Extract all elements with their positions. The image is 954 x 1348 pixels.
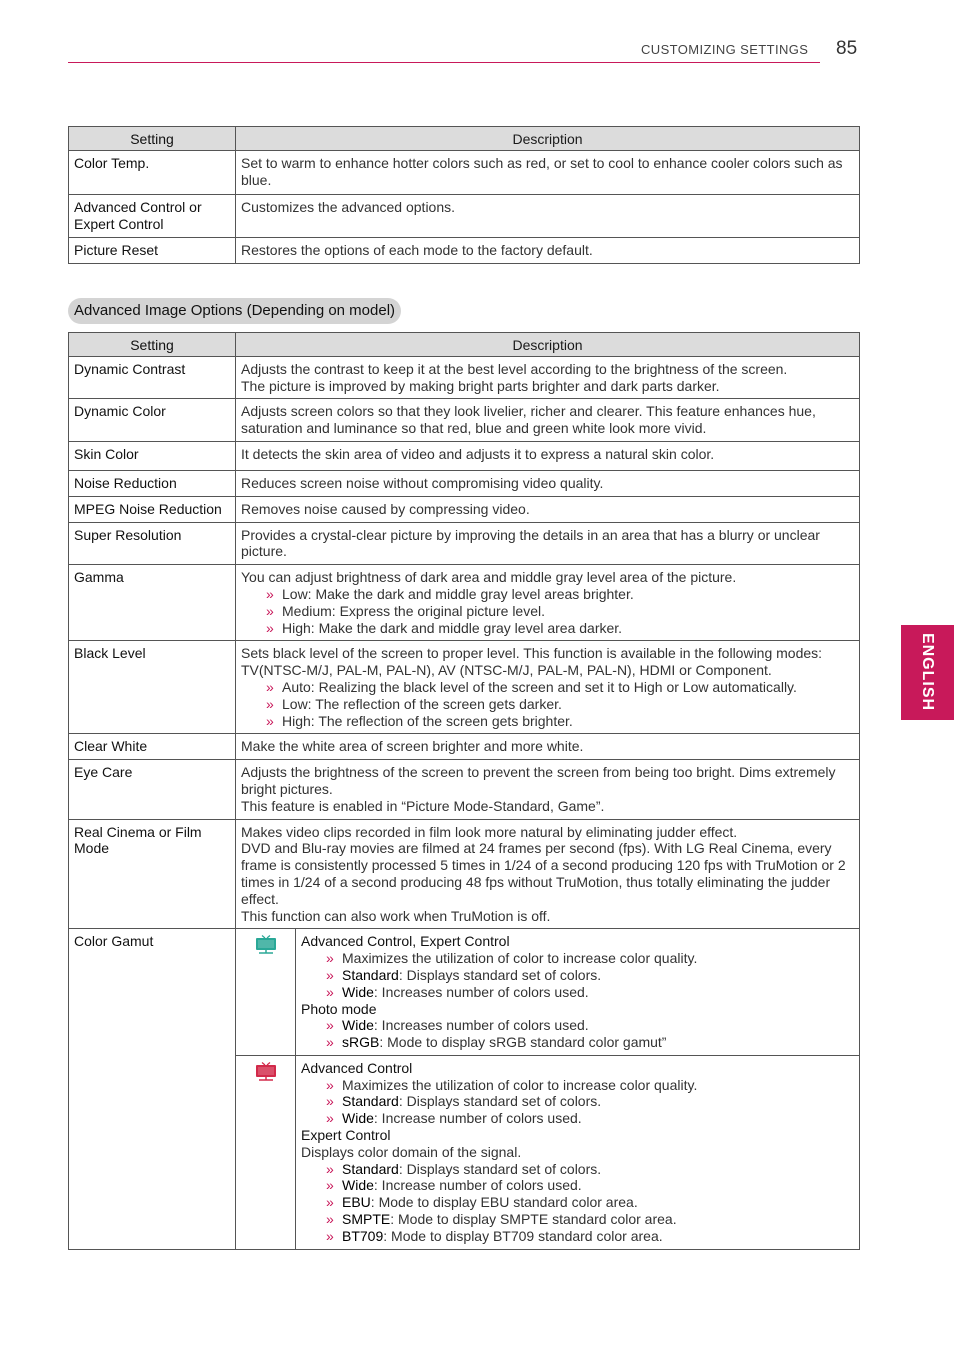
setting-name: Gamma xyxy=(69,565,236,641)
color-gamut-subtable xyxy=(236,929,859,1248)
table-header-row xyxy=(69,333,860,357)
bullet-icon: » xyxy=(326,1160,334,1177)
bullet-icon: » xyxy=(326,1194,334,1211)
bullet-term: Wide xyxy=(342,1177,374,1194)
bullet-icon: » xyxy=(266,585,274,602)
bullet-text: : Displays standard set of colors. xyxy=(398,1160,602,1177)
bullet-icon: » xyxy=(266,602,274,619)
table-row xyxy=(69,565,860,641)
bullet-item xyxy=(301,950,854,967)
setting-description: Adjusts screen colors so that they look livelier, richer and clearer. This feature enhances hue, saturation and luminance so that red, blue and green white look more vivid. xyxy=(236,399,860,442)
desc-line: Sets black level of the screen to proper level. This function is available in the following modes: TV(NTSC-M/J, PAL-M, PAL-N), AV (NTSC-M/J, PAL-M, PAL-N), HDMI or Component. xyxy=(241,645,823,679)
bullet-icon: » xyxy=(326,983,334,1000)
setting-name: Dynamic Contrast xyxy=(69,356,236,399)
setting-description: Customizes the advanced options. xyxy=(236,194,860,237)
header-divider xyxy=(68,62,820,63)
setting-description: It detects the skin area of video and adjusts it to express a natural skin color. xyxy=(236,441,860,470)
subheading: Advanced Control xyxy=(301,1059,413,1076)
bullet-item xyxy=(301,984,854,1001)
setting-name: Skin Color xyxy=(69,441,236,470)
bullet-icon: » xyxy=(326,1076,334,1093)
bullet-text: : Increases number of colors used. xyxy=(373,1017,589,1034)
bullet-term: EBU xyxy=(342,1194,371,1211)
table-row xyxy=(69,641,860,734)
header-setting: Setting xyxy=(69,333,236,357)
bullet-text: : Increase number of colors used. xyxy=(373,1177,582,1194)
setting-name: MPEG Noise Reduction xyxy=(69,496,236,522)
lcd-tv-icon xyxy=(255,1062,277,1082)
table-row xyxy=(69,194,860,237)
header-setting: Setting xyxy=(69,127,236,151)
language-tab-label: ENGLISH xyxy=(919,632,936,712)
setting-name: Black Level xyxy=(69,641,236,734)
table-row xyxy=(69,929,860,1249)
bullet-item xyxy=(241,696,854,713)
section-header: CUSTOMIZING SETTINGS xyxy=(641,42,809,57)
desc-line: This function can also work when TruMotion is off. xyxy=(241,907,551,924)
table-row xyxy=(69,496,860,522)
bullet-text: : Increases number of colors used. xyxy=(373,983,589,1000)
subheading: Advanced Control, Expert Control xyxy=(301,933,510,950)
setting-description xyxy=(236,760,860,819)
bullet-text: Medium: Express the original picture level. xyxy=(282,602,546,619)
setting-description: Removes noise caused by compressing video. xyxy=(236,496,860,522)
table-row xyxy=(69,734,860,760)
lcd-row xyxy=(236,1055,859,1248)
bullet-text: High: The reflection of the screen gets brighter. xyxy=(282,712,573,729)
bullet-item xyxy=(301,967,854,984)
bullet-icon: » xyxy=(326,1227,334,1244)
bullet-item xyxy=(301,1110,854,1127)
desc-line: Adjusts the contrast to keep it at the best level according to the brightness of the screen. xyxy=(241,360,788,377)
bullet-text: Low: Make the dark and middle gray level areas brighter. xyxy=(282,585,634,602)
bullet-item xyxy=(301,1194,854,1211)
bullet-text: : Displays standard set of colors. xyxy=(398,966,602,983)
table-row xyxy=(69,237,860,263)
lcd-description xyxy=(296,1055,860,1248)
desc-line: Makes video clips recorded in film look more natural by eliminating judder effect. xyxy=(241,823,738,840)
setting-name: Noise Reduction xyxy=(69,470,236,496)
bullet-item xyxy=(301,1211,854,1228)
bullet-item xyxy=(241,620,854,637)
header-description: Description xyxy=(236,127,860,151)
setting-name: Color Temp. xyxy=(69,150,236,194)
bullet-term: Wide xyxy=(342,1017,374,1034)
bullet-text: Maximizes the utilization of color to increase color quality. xyxy=(342,950,698,967)
setting-description xyxy=(236,356,860,399)
table-row xyxy=(69,760,860,819)
bullet-term: Wide xyxy=(342,983,374,1000)
bullet-text: : Mode to display EBU standard color area. xyxy=(370,1194,638,1211)
bullet-term: sRGB xyxy=(342,1034,380,1051)
subheading: Expert Control xyxy=(301,1127,391,1144)
desc-line: DVD and Blu-ray movies are filmed at 24 frames per second (fps). With LG Real Cinema, every frame is consistently processed 5 times in 1/24 of a second producing 120 fps with TruMotion or 2 times in 1/24 of a second producing 48 fps without TruMotion, thus totally eliminating the judder effect. xyxy=(241,840,846,907)
bullet-term: SMPTE xyxy=(342,1211,391,1228)
table-row xyxy=(69,399,860,442)
advanced-options-table xyxy=(68,332,860,1250)
bullet-text: High: Make the dark and middle gray level area darker. xyxy=(282,619,623,636)
lcd-icon-cell xyxy=(236,1055,296,1248)
setting-description xyxy=(236,819,860,929)
setting-description: Provides a crystal-clear picture by improving the details in an area that has a blurry or unclear picture. xyxy=(236,522,860,565)
setting-description: Make the white area of screen brighter and more white. xyxy=(236,734,860,760)
bullet-icon: » xyxy=(326,1177,334,1194)
section-title: Advanced Image Options (Depending on model) xyxy=(68,298,401,324)
bullet-icon: » xyxy=(266,712,274,729)
table-row xyxy=(69,441,860,470)
bullet-term: BT709 xyxy=(342,1227,384,1244)
setting-name: Clear White xyxy=(69,734,236,760)
setting-name: Eye Care xyxy=(69,760,236,819)
header-description: Description xyxy=(236,333,860,357)
desc-line: Displays color domain of the signal. xyxy=(301,1143,522,1160)
plasma-tv-icon xyxy=(255,935,277,955)
table-header-row xyxy=(69,127,860,151)
bullet-text: : Mode to display sRGB standard color gamut” xyxy=(379,1034,667,1051)
setting-description: Reduces screen noise without compromising video quality. xyxy=(236,470,860,496)
language-tab xyxy=(901,625,954,720)
bullet-icon: » xyxy=(326,950,334,967)
setting-name: Real Cinema or Film Mode xyxy=(69,819,236,929)
setting-name: Picture Reset xyxy=(69,237,236,263)
bullet-item xyxy=(241,679,854,696)
bullet-text: Low: The reflection of the screen gets darker. xyxy=(282,695,562,712)
desc-line: You can adjust brightness of dark area and middle gray level area of the picture. xyxy=(241,569,737,586)
table-row xyxy=(69,819,860,929)
settings-table xyxy=(68,126,860,264)
setting-description xyxy=(236,641,860,734)
bullet-icon: » xyxy=(266,619,274,636)
setting-name: Super Resolution xyxy=(69,522,236,565)
color-gamut-description xyxy=(236,929,860,1249)
plasma-icon-cell xyxy=(236,929,296,1055)
bullet-item xyxy=(301,1017,854,1034)
bullet-item xyxy=(241,603,854,620)
bullet-item xyxy=(301,1034,854,1051)
bullet-term: Standard xyxy=(342,1093,399,1110)
table-row xyxy=(69,470,860,496)
bullet-item xyxy=(301,1093,854,1110)
bullet-item xyxy=(241,713,854,730)
bullet-icon: » xyxy=(326,1110,334,1127)
desc-line: Adjusts the brightness of the screen to prevent the screen from being too bright. Dims extremely bright pictures. xyxy=(241,764,836,797)
bullet-text: : Increase number of colors used. xyxy=(373,1110,582,1127)
bullet-term: Standard xyxy=(342,1160,399,1177)
subheading: Photo mode xyxy=(301,1000,377,1017)
plasma-description xyxy=(296,929,860,1055)
bullet-icon: » xyxy=(326,1017,334,1034)
setting-description xyxy=(236,565,860,641)
setting-description: Restores the options of each mode to the factory default. xyxy=(236,237,860,263)
bullet-item xyxy=(301,1177,854,1194)
desc-line: The picture is improved by making bright parts brighter and dark parts darker. xyxy=(241,377,720,394)
table-row xyxy=(69,356,860,399)
bullet-icon: » xyxy=(266,695,274,712)
table-row xyxy=(69,522,860,565)
setting-description: Set to warm to enhance hotter colors such as red, or set to cool to enhance cooler colors such as blue. xyxy=(236,150,860,194)
setting-name: Color Gamut xyxy=(69,929,236,1249)
page-number: 85 xyxy=(836,38,858,59)
bullet-icon: » xyxy=(326,1211,334,1228)
bullet-icon: » xyxy=(266,678,274,695)
bullet-item xyxy=(301,1077,854,1094)
bullet-text: : Mode to display BT709 standard color area. xyxy=(383,1227,663,1244)
setting-name: Dynamic Color xyxy=(69,399,236,442)
bullet-item xyxy=(241,586,854,603)
bullet-text: : Displays standard set of colors. xyxy=(398,1093,602,1110)
bullet-icon: » xyxy=(326,1034,334,1051)
bullet-term: Wide xyxy=(342,1110,374,1127)
bullet-item xyxy=(301,1228,854,1245)
plasma-row xyxy=(236,929,859,1055)
desc-line: This feature is enabled in “Picture Mode-Standard, Game”. xyxy=(241,797,605,814)
bullet-item xyxy=(301,1161,854,1178)
bullet-icon: » xyxy=(326,966,334,983)
bullet-text: : Mode to display SMPTE standard color area. xyxy=(390,1211,677,1228)
bullet-icon: » xyxy=(326,1093,334,1110)
bullet-text: Maximizes the utilization of color to increase color quality. xyxy=(342,1076,698,1093)
bullet-text: Auto: Realizing the black level of the screen and set it to High or Low automatically. xyxy=(282,678,797,695)
bullet-term: Standard xyxy=(342,966,399,983)
setting-name: Advanced Control or Expert Control xyxy=(69,194,236,237)
table-row xyxy=(69,150,860,194)
